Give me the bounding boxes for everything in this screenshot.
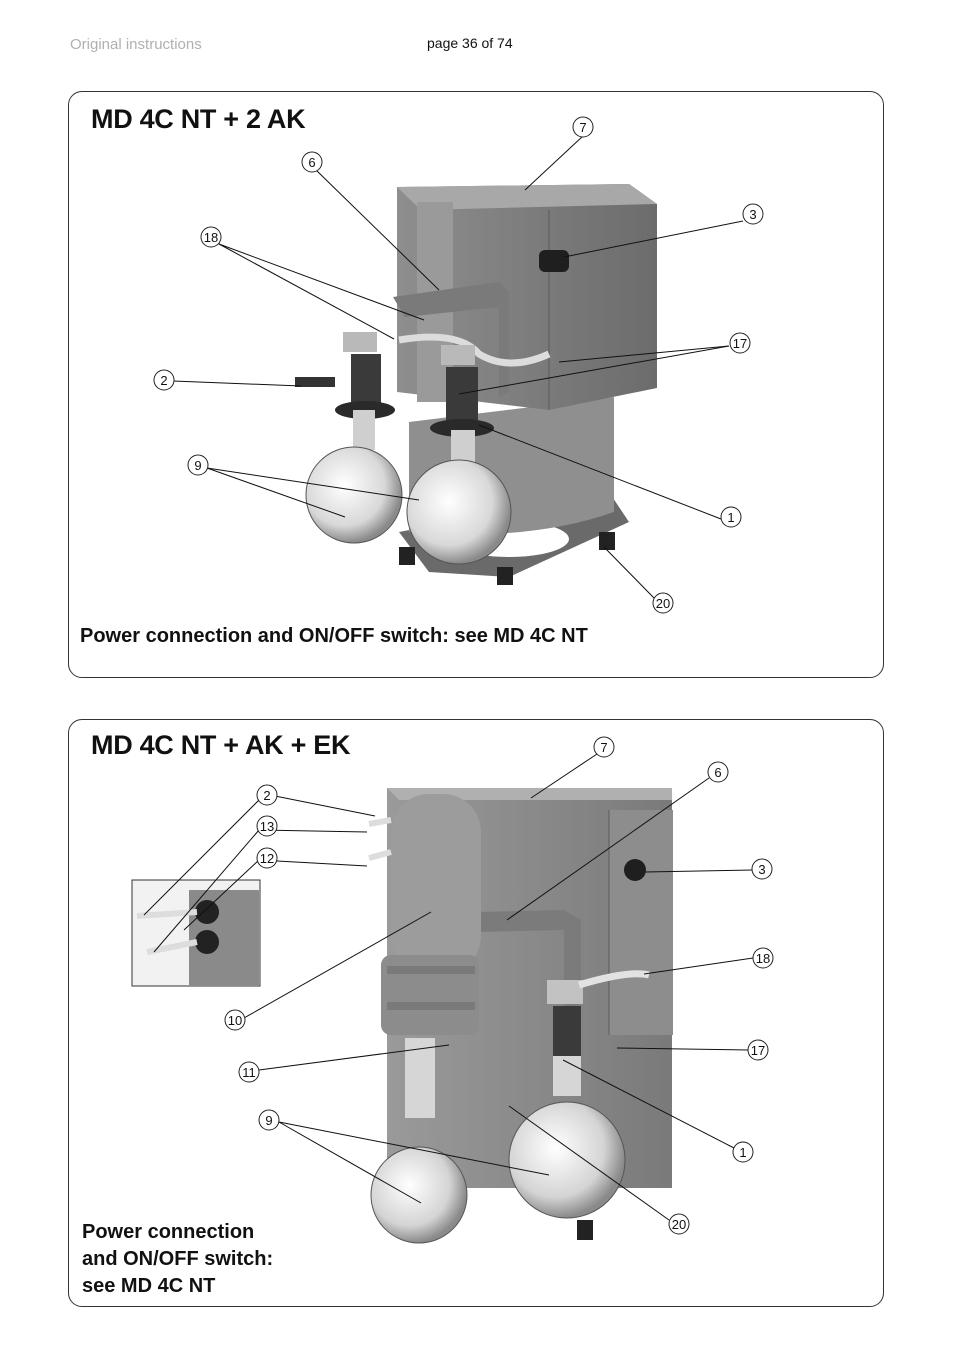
callout-1 — [733, 1142, 753, 1162]
callout-label: 10 — [227, 1013, 243, 1028]
callout-9 — [188, 455, 208, 475]
callout-label: 17 — [732, 336, 748, 351]
callout-3 — [752, 859, 772, 879]
callout-6 — [302, 152, 322, 172]
panel-caption: Power connection and ON/OFF switch: see MD 4C NT — [82, 1221, 274, 1297]
figure-panel-md4cnt-2ak — [68, 91, 884, 678]
callout-18 — [201, 227, 221, 247]
page-header-left: Original instructions — [70, 36, 202, 53]
panel-title: MD 4C NT + 2 AK — [91, 104, 306, 134]
callout-label: 9 — [265, 1113, 273, 1128]
callout-label: 6 — [308, 155, 316, 170]
panel-caption: Power connection and ON/OFF switch: see MD 4C NT — [80, 625, 588, 647]
callout-10 — [225, 1010, 245, 1030]
page-number: page 36 of 74 — [427, 35, 513, 51]
callout-2 — [154, 370, 174, 390]
callout-label: 7 — [579, 120, 587, 135]
callout-13 — [257, 816, 277, 836]
inset-detail — [132, 880, 260, 986]
callout-label: 2 — [160, 373, 168, 388]
callout-label: 9 — [194, 458, 202, 473]
callout-label: 20 — [655, 596, 671, 611]
callout-20 — [653, 593, 673, 613]
callout-label: 7 — [600, 740, 608, 755]
panel-title: MD 4C NT + AK + EK — [91, 730, 351, 760]
callout-7 — [594, 737, 614, 757]
callout-label: 11 — [242, 1065, 256, 1080]
callout-3 — [743, 204, 763, 224]
callout-label: 13 — [259, 819, 275, 834]
callout-20 — [669, 1214, 689, 1234]
callout-label: 1 — [739, 1145, 747, 1160]
callout-label: 3 — [758, 862, 766, 877]
callout-label: 18 — [203, 230, 219, 245]
callout-12 — [257, 848, 277, 868]
figure-panel-md4cnt-ak-ek — [68, 719, 884, 1307]
callout-label: 20 — [671, 1217, 687, 1232]
callout-label: 18 — [755, 951, 771, 966]
callout-17 — [748, 1040, 768, 1060]
callout-18 — [753, 948, 773, 968]
callout-9 — [259, 1110, 279, 1130]
callout-label: 1 — [727, 510, 735, 525]
callout-label: 12 — [259, 851, 275, 866]
callout-7 — [573, 117, 593, 137]
callout-2 — [257, 785, 277, 805]
callout-17 — [730, 333, 750, 353]
callout-label: 6 — [714, 765, 722, 780]
callout-6 — [708, 762, 728, 782]
callout-11 — [239, 1062, 259, 1082]
callout-1 — [721, 507, 741, 527]
callout-label: 17 — [750, 1043, 766, 1058]
callout-label: 2 — [263, 788, 271, 803]
pump-illustration-2ak — [69, 92, 884, 678]
callout-label: 3 — [749, 207, 757, 222]
